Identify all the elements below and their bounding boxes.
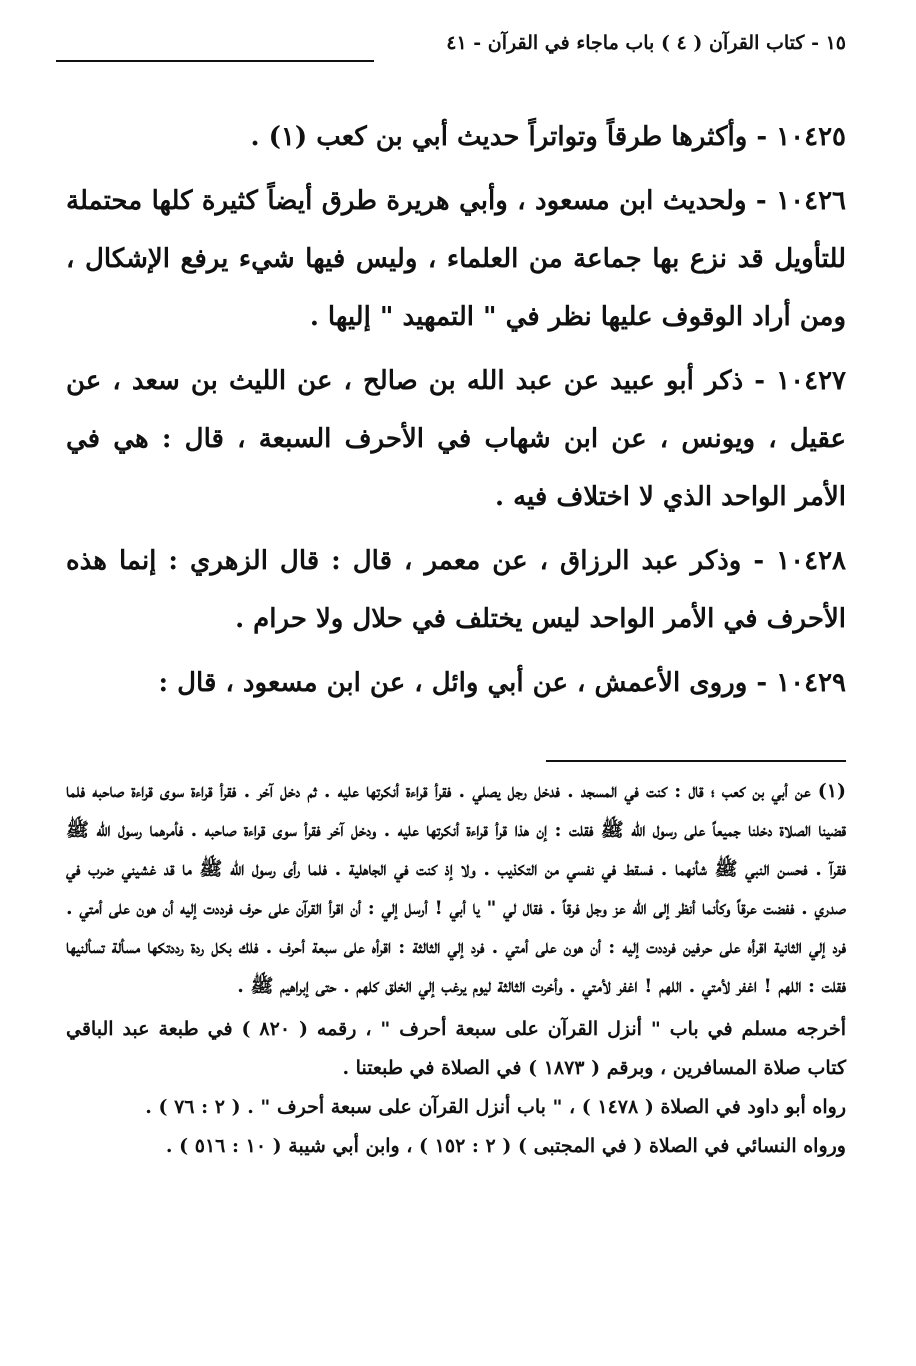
footnotes	[66, 772, 846, 1166]
running-header	[56, 28, 846, 68]
paragraph-10427: ١٠٤٢٧ - ذكر أبو عبيد عن عبد الله بن صالح ، عن الليث بن سعد ، عن عقيل ، ويونس ، عن ابن شهاب في الأحرف السبعة ، قال : هي في الأمر الواحد الذي لا اختلاف فيه .	[66, 366, 846, 512]
main-text	[66, 108, 846, 718]
footnote-separator	[546, 760, 846, 762]
paragraph-10428: ١٠٤٢٨ - وذكر عبد الرزاق ، عن معمر ، قال : قال الزهري : إنما هذه الأحرف في الأمر الواحد ليس يختلف في حلال ولا حرام .	[66, 546, 846, 634]
paragraph-10425: ١٠٤٢٥ - وأكثرها طرقاً وتواتراً حديث أبي بن كعب (١) .	[250, 122, 846, 152]
header-rule	[56, 60, 374, 62]
footnote-source-abu-dawud: رواه أبو داود في الصلاة ( ١٤٧٨ ) ، " باب أنزل القرآن على سبعة أحرف " . ( ٢ : ٧٦ ) .	[145, 1096, 846, 1118]
paragraph-10426: ١٠٤٢٦ - ولحديث ابن مسعود ، وأبي هريرة طرق أيضاً كثيرة كلها محتملة للتأويل قد نزع بها جماعة من العلماء ، وليس فيها شيء يرفع الإشكال ، ومن أراد الوقوف عليها نظر في " التمهيد " إليها .	[66, 186, 846, 332]
footnote-source-muslim: أخرجه مسلم في باب " أنزل القرآن على سبعة أحرف " ، رقمه ( ٨٢٠ ) في طبعة عبد الباقي كتاب صلاة المسافرين ، وبرقم ( ١٨٧٣ ) في الصلاة في طبعتنا .	[66, 1018, 846, 1079]
header-title: ١٥ - كتاب القرآن ( ٤ ) باب ماجاء في القرآن - ٤١	[446, 32, 846, 54]
footnote-1: (١) عن أبي بن كعب ؛ قال : كنت في المسجد . فدخل رجل يصلي . فقرأ قراءة أنكرتها عليه . ثم دخل آخر . فقرأ قراءة سوى قراءة صاحبه فلما قضينا الصلاة دخلنا جميعاً على رسول الله ﷺ فقلت : إن هذا قرأ قراءة أنكرتها عليه . ودخل آخر فقرأ سوى قراءة صاحبه . فأمرهما رسول الله ﷺ فقرآ . فحسن النبي ﷺ شأنهما . فسقط في نفسي من التكذيب . ولا إذ كنت في الجاهلية . فلما رأى رسول الله ﷺ ما قد غشيني ضرب في صدري . ففضت عرقاً وكأنما أنظر إلى الله عز وجل فرقاً . فقال لي " يا أبي ! أرسل إلي : أن اقرأ القرآن على حرف فرددت إليه أن هون على أمتي . فرد إلي الثانية اقرأه على حرفين فرددت إليه : أن هون على أمتي . فرد إلي الثالثة : اقرأه على سبعة أحرف . فلك بكل ردة رددتكها مسألة تسألنيها فقلت : اللهم ! اغفر لأمتي . اللهم ! اغفر لأمتي . وأخرت الثالثة ليوم يرغب إلي الخلق كلهم . حتى إبراهيم ﷺ .	[66, 780, 846, 997]
paragraph-10429: ١٠٤٢٩ - وروى الأعمش ، عن أبي وائل ، عن ابن مسعود ، قال :	[158, 668, 846, 698]
footnote-source-nasai: ورواه النسائي في الصلاة ( في المجتبى ) ( ٢ : ١٥٢ ) ، وابن أبي شيبة ( ١٠ : ٥١٦ ) .	[165, 1135, 846, 1157]
